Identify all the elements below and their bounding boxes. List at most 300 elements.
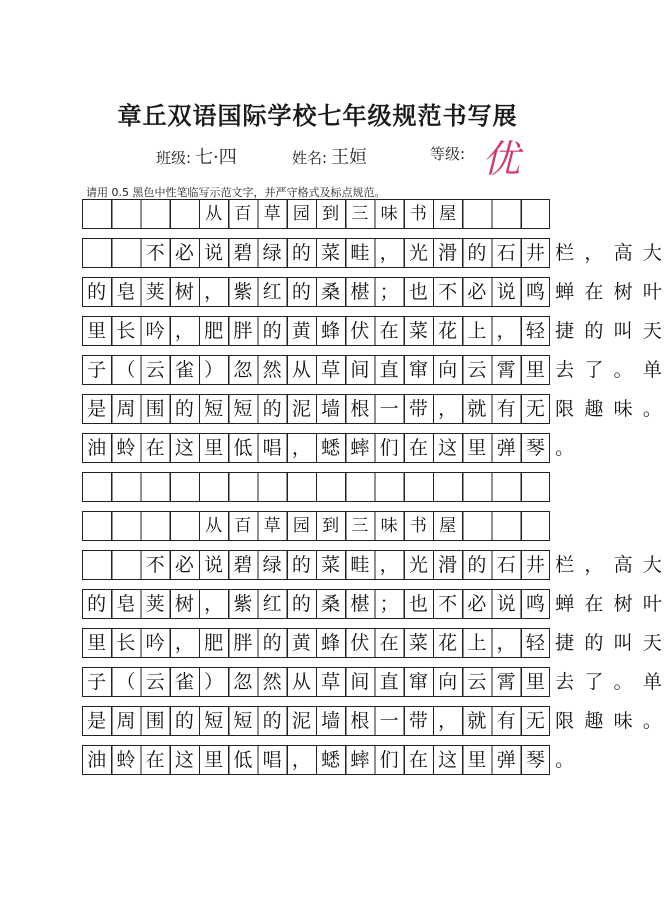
grid-cell-char: 墙	[321, 398, 341, 420]
grid-cell-char: 也	[408, 281, 428, 303]
grid-cell-char: ，	[496, 320, 516, 342]
grid-cell-char: 了	[584, 359, 604, 381]
grid-cell-char: 泥	[291, 710, 311, 732]
grid-cell-char: 伏	[350, 320, 370, 342]
grid-cell-char: 光	[408, 554, 428, 576]
grid-row-text	[82, 746, 579, 774]
grade-field	[430, 143, 465, 164]
grid-row-text	[82, 434, 579, 462]
grid-cell-char: 短	[233, 710, 253, 732]
grid-cell-char: 无	[525, 398, 545, 420]
grid-cell-char: 说	[204, 554, 224, 576]
grid-cell-char: 一	[379, 398, 399, 420]
grid-cell-char: （	[116, 359, 136, 381]
grid-row	[82, 277, 662, 307]
grid-cell-char: 们	[379, 749, 399, 771]
grid-cell-char: 限	[555, 710, 575, 732]
grid-cell-char: 树	[613, 281, 633, 303]
grid-cell-char: 的	[584, 320, 604, 342]
grid-row-text	[82, 356, 667, 384]
grid-row-text	[141, 239, 667, 267]
name-field	[292, 143, 367, 169]
grid-row	[82, 628, 662, 658]
grid-cell-char: 墙	[321, 710, 341, 732]
grid-cell-char: 必	[174, 242, 194, 264]
grid-cell-char: 云	[145, 359, 165, 381]
grid-cell-char: 草	[321, 359, 341, 381]
grid-cell-char: ，	[174, 320, 194, 342]
grid-cell-char: ，	[204, 281, 224, 303]
grid-cell-char: 限	[555, 398, 575, 420]
grid-cell-char: 上	[467, 632, 487, 654]
grid-cell-char: 的	[87, 593, 107, 615]
grid-cell-char: 也	[408, 593, 428, 615]
grid-cell-char: 霄	[496, 359, 516, 381]
grid-cell-char: 云	[467, 359, 487, 381]
grid-cell-char: 间	[350, 671, 370, 693]
grid-cell-char: 胖	[233, 320, 253, 342]
grid-cell-char: 的	[174, 398, 194, 420]
grid-cell-empty	[82, 512, 111, 540]
grid-row	[82, 433, 575, 463]
grid-cell-char: 然	[262, 359, 282, 381]
grid-cell-char: 大	[642, 242, 662, 264]
grid-cell-char: 趣	[584, 398, 604, 420]
grid-cell-char: 草	[263, 204, 281, 224]
grid-cell-char: 荚	[145, 593, 165, 615]
grid-cell-char: 蟀	[350, 749, 370, 771]
grid-cell-char: 子	[87, 671, 107, 693]
grid-cell-char: 窜	[408, 671, 428, 693]
grid-cell-char: 花	[438, 632, 458, 654]
grid-cell-char: 说	[204, 242, 224, 264]
grid-cell-char: 胖	[233, 632, 253, 654]
grid-cell-char: 琴	[525, 749, 545, 771]
grid-row-text	[82, 668, 667, 696]
writing-grid	[82, 199, 662, 784]
grid-cell-char: 不	[145, 242, 165, 264]
grid-row	[82, 667, 662, 697]
grid-row-text	[199, 200, 462, 228]
grid-cell-char: 。	[642, 398, 662, 420]
grid-cell-char: 的	[174, 710, 194, 732]
grid-cell-char: 味	[380, 204, 398, 224]
grid-cell-char: 在	[379, 632, 399, 654]
grid-cell-char: 百	[234, 516, 252, 536]
class-value: 七·四	[195, 147, 237, 168]
grid-cell-char: 菜	[321, 242, 341, 264]
grid-cell-char: 低	[233, 749, 253, 771]
grid-cell-char: 围	[145, 398, 165, 420]
grid-cell-empty	[82, 239, 111, 267]
grid-row-text	[199, 512, 462, 540]
grid-cell-char: 屋	[439, 204, 457, 224]
grid-cell-char: ，	[379, 242, 399, 264]
grid-cell-char: 黄	[291, 632, 311, 654]
grid-cell-char: 蜂	[321, 320, 341, 342]
grid-cell-char: 三	[351, 204, 369, 224]
grid-row	[82, 238, 662, 268]
grid-cell-char: 周	[116, 398, 136, 420]
grid-cell-char: ，	[291, 749, 311, 771]
grid-cell-char: 短	[204, 398, 224, 420]
grid-cell-empty	[111, 512, 140, 540]
grid-cell-char: 子	[87, 359, 107, 381]
grid-cell-char: 伏	[350, 632, 370, 654]
grid-cell-char: 云	[145, 671, 165, 693]
grid-cell-empty	[82, 200, 111, 228]
grid-cell-char: 红	[262, 593, 282, 615]
grid-cell-char: 。	[555, 437, 575, 459]
grid-cell-char: 蟋	[321, 749, 341, 771]
grid-row	[82, 316, 662, 346]
class-label: 班级:	[156, 149, 192, 167]
grid-cell-char: ，	[438, 710, 458, 732]
grid-cell-char: 。	[613, 359, 633, 381]
grid-cell-empty	[111, 551, 140, 579]
grid-row	[82, 472, 550, 502]
grid-cell-char: 霄	[496, 671, 516, 693]
grid-cell-char: 到	[322, 204, 340, 224]
grid-cell-char: 井	[525, 554, 545, 576]
grid-cell-char: 里	[204, 749, 224, 771]
grid-cell-char: 间	[350, 359, 370, 381]
page-title: 章丘双语国际学校七年级规范书写展	[117, 101, 518, 130]
grid-cell-char: 荚	[145, 281, 165, 303]
grid-cell-char: 红	[262, 281, 282, 303]
grid-cell-char: 蝉	[555, 593, 575, 615]
grid-cell-char: 的	[87, 281, 107, 303]
grid-cell-char: 栏	[555, 554, 575, 576]
grid-cell-char: 的	[291, 593, 311, 615]
grid-cell-char: 窜	[408, 359, 428, 381]
grid-cell-char: 不	[438, 281, 458, 303]
grid-cell-char: 。	[613, 671, 633, 693]
grid-cell-char: 带	[408, 398, 428, 420]
grid-row-text	[82, 278, 667, 306]
grid-cell-char: 蛉	[116, 749, 136, 771]
grid-cell-char: 皂	[116, 281, 136, 303]
grid-cell-char: 上	[467, 320, 487, 342]
grid-cell-char: 长	[116, 320, 136, 342]
grid-cell-char: 蝉	[555, 281, 575, 303]
grid-cell-char: 树	[174, 281, 194, 303]
grid-cell-char: 是	[87, 710, 107, 732]
grid-cell-char: 叶	[642, 593, 662, 615]
grid-cell-char: 椹	[350, 593, 370, 615]
grid-cell-empty	[111, 200, 140, 228]
grid-cell-char: 菜	[408, 320, 428, 342]
grid-cell-char: 直	[379, 671, 399, 693]
grid-row	[82, 745, 575, 775]
grid-cell-char: 泥	[291, 398, 311, 420]
grid-row-text	[141, 551, 667, 579]
grid-cell-char: 叫	[613, 320, 633, 342]
grid-cell-char: 的	[262, 710, 282, 732]
grid-row	[82, 199, 550, 229]
grid-cell-char: 趣	[584, 710, 604, 732]
grid-cell-char: 味	[613, 710, 633, 732]
grid-cell-char: 味	[613, 398, 633, 420]
grid-cell-char: 草	[263, 516, 281, 536]
grid-cell-char: （	[116, 671, 136, 693]
grid-cell-char: 一	[379, 710, 399, 732]
grid-cell-char: 。	[642, 710, 662, 732]
grid-row	[82, 589, 662, 619]
grid-cell-char: 在	[584, 281, 604, 303]
grid-cell-empty	[111, 239, 140, 267]
grid-cell-char: 周	[116, 710, 136, 732]
grid-cell-empty	[141, 512, 170, 540]
grid-cell-char: 里	[204, 437, 224, 459]
grid-cell-char: 雀	[174, 359, 194, 381]
grid-cell-char: 绿	[262, 554, 282, 576]
grid-row	[82, 355, 662, 385]
grid-cell-char: 是	[87, 398, 107, 420]
grid-cell-char: 紫	[233, 593, 253, 615]
grid-cell-char: 三	[351, 516, 369, 536]
grid-cell-char: 树	[174, 593, 194, 615]
grid-cell-char: 不	[438, 593, 458, 615]
grid-cell-char: 菜	[321, 554, 341, 576]
grid-row-text	[82, 590, 667, 618]
grid-row	[82, 706, 662, 736]
grid-cell-char: ，	[584, 242, 604, 264]
grid-cell-char: 在	[145, 749, 165, 771]
grid-cell-char: 在	[408, 749, 428, 771]
grid-cell-char: 在	[379, 320, 399, 342]
grid-cell-char: 油	[87, 437, 107, 459]
grid-cell-char: ；	[379, 281, 399, 303]
grid-cell-char: 琴	[525, 437, 545, 459]
grid-cell-char: 轻	[525, 632, 545, 654]
grid-cell-char: 就	[467, 710, 487, 732]
grid-cell-char: 叶	[642, 281, 662, 303]
grid-cell-char: 叫	[613, 632, 633, 654]
grid-cell-char: 这	[174, 749, 194, 771]
grid-cell-char: 从	[291, 359, 311, 381]
grid-cell-char: 根	[350, 710, 370, 732]
grid-cell-char: ，	[438, 398, 458, 420]
grid-cell-char: 带	[408, 710, 428, 732]
grid-cell-char: ；	[379, 593, 399, 615]
grid-cell-char: 畦	[350, 242, 370, 264]
grid-cell-char: 鸣	[525, 593, 545, 615]
grid-cell-char: 云	[467, 671, 487, 693]
grid-cell-char: 鸣	[525, 281, 545, 303]
grid-cell-char: 就	[467, 398, 487, 420]
grid-row	[82, 394, 662, 424]
grid-cell-char: 滑	[438, 554, 458, 576]
grid-cell-char: 花	[438, 320, 458, 342]
grid-cell-char: 石	[496, 554, 516, 576]
grid-cell-char: 短	[204, 710, 224, 732]
grid-cell-char: 蜂	[321, 632, 341, 654]
grid-cell-char: 碧	[233, 554, 253, 576]
grade-value: 优	[482, 137, 521, 181]
grid-cell-char: 肥	[204, 632, 224, 654]
grid-cell-char: 捷	[555, 320, 575, 342]
grid-cell-char: 无	[525, 710, 545, 732]
grid-row-text	[82, 629, 667, 657]
grid-cell-char: ）	[204, 359, 224, 381]
name-label: 姓名:	[292, 149, 328, 167]
grid-row-text	[82, 317, 667, 345]
grid-cell-char: 必	[467, 281, 487, 303]
grid-row-text	[82, 707, 667, 735]
grid-cell-char: 树	[613, 593, 633, 615]
grid-cell-char: 唱	[262, 437, 282, 459]
grid-cell-empty	[170, 512, 199, 540]
grid-cell-char: 蟋	[321, 437, 341, 459]
grid-cell-char: 天	[642, 632, 662, 654]
grid-cell-char: 去	[555, 359, 575, 381]
grid-cell-char: 在	[408, 437, 428, 459]
grid-cell-char: 的	[291, 242, 311, 264]
grid-cell-char: 单	[642, 671, 662, 693]
grid-cell-char: ）	[204, 671, 224, 693]
grid-cell-char: 栏	[555, 242, 575, 264]
grid-cell-char: 园	[292, 204, 310, 224]
grid-cell-char: 的	[291, 554, 311, 576]
grid-cell-char: 忽	[233, 671, 253, 693]
instruction-text: 请用 0.5 黑色中性笔临写示范文字，并严守格式及标点规范。	[86, 186, 386, 199]
grid-cell-char: 直	[379, 359, 399, 381]
grid-cell-char: 唱	[262, 749, 282, 771]
class-field	[156, 143, 237, 169]
grid-cell-char: 弹	[496, 437, 516, 459]
grid-cell-char: 石	[496, 242, 516, 264]
grid-cell-char: 皂	[116, 593, 136, 615]
grid-cell-char: 这	[438, 437, 458, 459]
grid-cell-char: 里	[525, 671, 545, 693]
grade-label: 等级:	[430, 145, 466, 163]
grid-cell-char: 忽	[233, 359, 253, 381]
grid-cell-char: 短	[233, 398, 253, 420]
grid-cell-char: 畦	[350, 554, 370, 576]
grid-cell-char: 这	[438, 749, 458, 771]
grid-cell-char: 有	[496, 710, 516, 732]
grid-cell-char: 紫	[233, 281, 253, 303]
grid-row-text	[82, 395, 667, 423]
grid-cell-char: 百	[234, 204, 252, 224]
grid-cell-char: 蛉	[116, 437, 136, 459]
grid-cell-char: ，	[584, 554, 604, 576]
grid-cell-char: 这	[174, 437, 194, 459]
grid-cell-char: 到	[322, 516, 340, 536]
grid-cell-char: 油	[87, 749, 107, 771]
grid-cell-char: 根	[350, 398, 370, 420]
grid-row	[82, 511, 550, 541]
grid-cell-char: 的	[467, 554, 487, 576]
grid-cell-char: 在	[584, 593, 604, 615]
grid-cell-char: 高	[613, 554, 633, 576]
grid-cell-char: 吟	[145, 632, 165, 654]
grid-cell-char: 在	[145, 437, 165, 459]
grid-cell-char: 椹	[350, 281, 370, 303]
grid-cell-char: 的	[291, 281, 311, 303]
grid-cell-char: 高	[613, 242, 633, 264]
grid-cell-char: 的	[584, 632, 604, 654]
grid-cell-char: 光	[408, 242, 428, 264]
grid-cell-char: 天	[642, 320, 662, 342]
grid-cell-char: 向	[438, 359, 458, 381]
grid-cell-char: 里	[467, 437, 487, 459]
grid-cell-char: 从	[205, 204, 223, 224]
grid-cell-char: 桑	[321, 281, 341, 303]
grid-cell-char: 必	[174, 554, 194, 576]
name-value: 王姮	[331, 147, 368, 168]
grid-cell-char: 从	[291, 671, 311, 693]
grid-cell-char: 单	[642, 359, 662, 381]
grid-cell-empty	[141, 200, 170, 228]
grid-cell-char: 长	[116, 632, 136, 654]
grid-cell-char: 向	[438, 671, 458, 693]
grid-cell-char: ，	[204, 593, 224, 615]
grid-cell-char: 碧	[233, 242, 253, 264]
grid-cell-char: 园	[292, 516, 310, 536]
grid-cell-char: 里	[525, 359, 545, 381]
grid-cell-char: 桑	[321, 593, 341, 615]
grid-cell-char: 屋	[439, 516, 457, 536]
grid-cell-char: 说	[496, 281, 516, 303]
grid-cell-char: 里	[87, 320, 107, 342]
grid-cell-char: 书	[409, 204, 427, 224]
grid-cell-char: 围	[145, 710, 165, 732]
grid-cell-char: 的	[262, 398, 282, 420]
grid-cell-char: 雀	[174, 671, 194, 693]
grid-cell-empty	[82, 551, 111, 579]
grid-cell-char: ，	[291, 437, 311, 459]
grid-cell-char: 滑	[438, 242, 458, 264]
grid-cell-char: 捷	[555, 632, 575, 654]
grid-cell-char: 里	[87, 632, 107, 654]
grid-cell-char: 说	[496, 593, 516, 615]
grid-cell-char: 的	[262, 632, 282, 654]
grid-cell-char: 黄	[291, 320, 311, 342]
grid-cell-char: ，	[496, 632, 516, 654]
grid-cell-char: 去	[555, 671, 575, 693]
grid-cell-char: 书	[409, 516, 427, 536]
grid-cell-char: 们	[379, 437, 399, 459]
grid-cell-char: 井	[525, 242, 545, 264]
grid-cell-char: 弹	[496, 749, 516, 771]
grid-cell-empty	[170, 200, 199, 228]
grid-cell-char: 有	[496, 398, 516, 420]
grid-cell-char: 草	[321, 671, 341, 693]
grid-cell-char: 低	[233, 437, 253, 459]
grid-row	[82, 550, 662, 580]
grid-cell-char: 的	[467, 242, 487, 264]
grid-cell-char: 了	[584, 671, 604, 693]
grid-cell-char: 不	[145, 554, 165, 576]
grid-cell-char: ，	[379, 554, 399, 576]
grid-cell-char: 。	[555, 749, 575, 771]
grid-cell-char: 蟀	[350, 437, 370, 459]
grid-cell-char: 肥	[204, 320, 224, 342]
grid-cell-char: 然	[262, 671, 282, 693]
grid-cell-char: 吟	[145, 320, 165, 342]
grid-cell-char: 轻	[525, 320, 545, 342]
grid-cell-char: ，	[174, 632, 194, 654]
grid-cell-char: 菜	[408, 632, 428, 654]
grid-cell-char: 的	[262, 320, 282, 342]
grid-cell-char: 绿	[262, 242, 282, 264]
grid-cell-char: 必	[467, 593, 487, 615]
grid-cell-char: 里	[467, 749, 487, 771]
grid-cell-char: 从	[205, 516, 223, 536]
grid-cell-char: 大	[642, 554, 662, 576]
